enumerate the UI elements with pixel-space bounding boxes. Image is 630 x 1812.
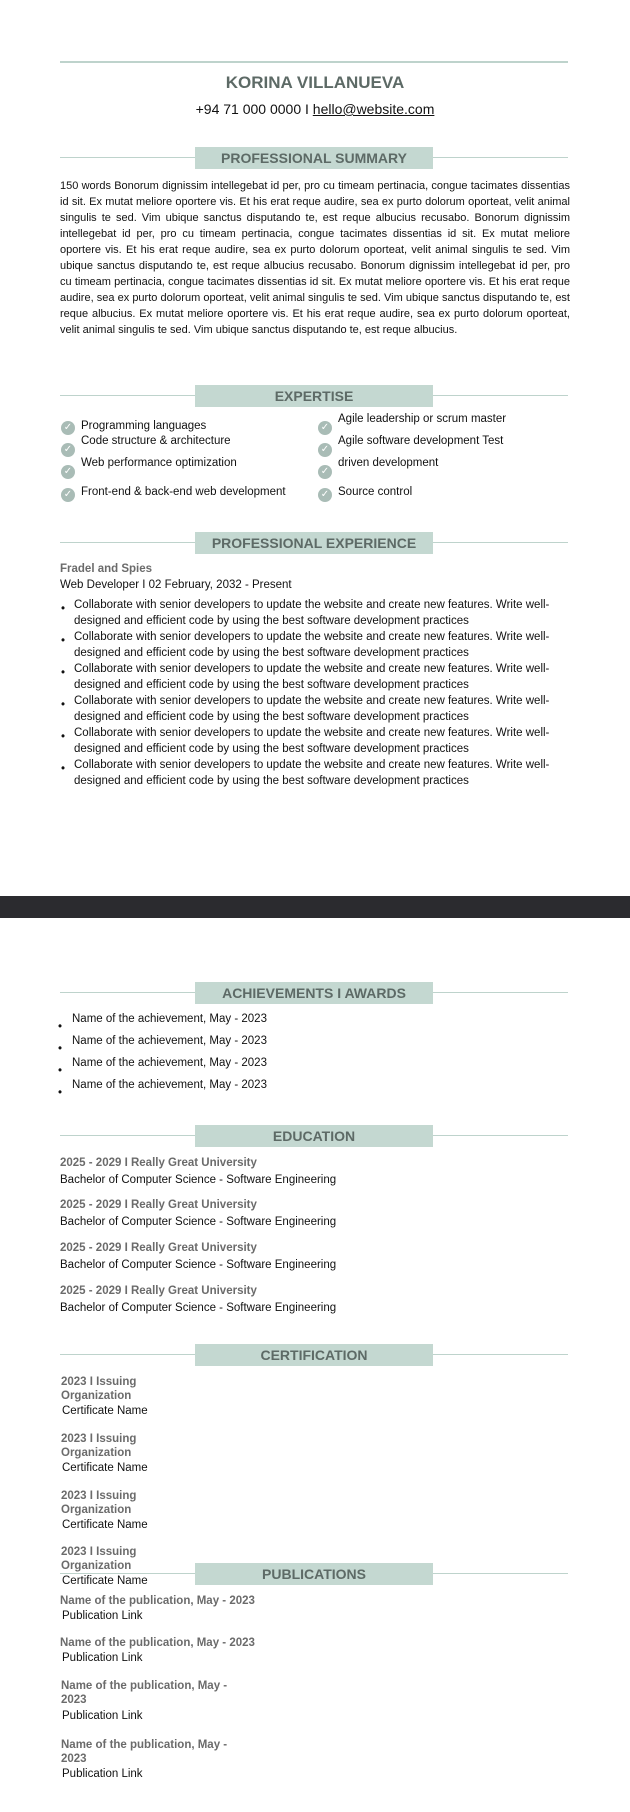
- phone-number: +94 71 000 0000: [195, 101, 302, 117]
- section-publications: [60, 1563, 568, 1585]
- bullet-icon: •: [58, 1087, 63, 1099]
- check-icon: ✓: [61, 443, 75, 457]
- certification-title: 2023 I Issuing Organization: [61, 1546, 137, 1572]
- check-icon: ✓: [318, 465, 332, 479]
- publication-link[interactable]: Publication Link: [62, 1652, 143, 1664]
- contact-line: [0, 101, 630, 117]
- achievement-item: Name of the achievement, May - 2023: [72, 1057, 267, 1069]
- certificate-name: Certificate Name: [62, 1405, 148, 1417]
- bullet-icon: •: [61, 731, 66, 743]
- bullet-icon: •: [58, 1021, 63, 1033]
- company-name: Fradel and Spies: [60, 563, 153, 575]
- section-title: EXPERTISE: [195, 385, 433, 407]
- section-title: PROFESSIONAL SUMMARY: [195, 147, 433, 169]
- experience-bullet: Collaborate with senior developers to update the website and create new features. Write well-designed and efficient code by using the best software development practices: [74, 631, 550, 659]
- skill-item: Programming languages: [81, 420, 207, 432]
- achievement-item: Name of the achievement, May - 2023: [72, 1013, 267, 1025]
- section-professional-summary: [60, 147, 568, 169]
- achievement-item: Name of the achievement, May - 2023: [72, 1079, 267, 1091]
- publication-link[interactable]: Publication Link: [62, 1610, 143, 1622]
- skill-item: Agile software development Test: [338, 435, 504, 447]
- section-expertise: [60, 385, 568, 407]
- achievement-item: Name of the achievement, May - 2023: [72, 1035, 267, 1047]
- section-achievements: [60, 982, 568, 1004]
- bullet-icon: •: [61, 763, 66, 775]
- section-title: PUBLICATIONS: [195, 1563, 433, 1585]
- certification-title: 2023 I Issuing Organization: [61, 1433, 137, 1459]
- contact-separator: I: [301, 101, 313, 117]
- page-divider: [0, 896, 630, 918]
- check-icon: ✓: [318, 443, 332, 457]
- job-role: Web Developer I 02 February, 2032 - Present: [60, 579, 292, 591]
- check-icon: ✓: [61, 421, 75, 435]
- certificate-name: Certificate Name: [62, 1519, 148, 1531]
- check-icon: ✓: [318, 421, 332, 435]
- section-title: ACHIEVEMENTS I AWARDS: [195, 982, 433, 1004]
- bullet-icon: •: [61, 699, 66, 711]
- section-education: [60, 1125, 568, 1147]
- education-degree: Bachelor of Computer Science - Software Engineering: [60, 1259, 337, 1271]
- skill-item: Code structure & architecture: [81, 435, 231, 447]
- certification-title: 2023 I Issuing Organization: [61, 1490, 137, 1516]
- skill-item: Front-end & back-end web development: [81, 486, 286, 498]
- education-title: 2025 - 2029 I Really Great University: [60, 1199, 257, 1211]
- certificate-name: Certificate Name: [62, 1575, 148, 1587]
- experience-bullet: Collaborate with senior developers to update the website and create new features. Write well-designed and efficient code by using the best software development practices: [74, 599, 550, 627]
- skill-item: driven development: [338, 457, 439, 469]
- experience-bullet: Collaborate with senior developers to update the website and create new features. Write well-designed and efficient code by using the best software development practices: [74, 759, 550, 787]
- section-title: CERTIFICATION: [195, 1344, 433, 1366]
- experience-bullet: Collaborate with senior developers to update the website and create new features. Write well-designed and efficient code by using the best software development practices: [74, 663, 550, 691]
- bullet-icon: •: [61, 667, 66, 679]
- publication-link[interactable]: Publication Link: [62, 1768, 143, 1780]
- section-title: EDUCATION: [195, 1125, 433, 1147]
- skill-item: Source control: [338, 486, 413, 498]
- education-title: 2025 - 2029 I Really Great University: [60, 1242, 257, 1254]
- publication-title: Name of the publication, May - 2023: [61, 1680, 228, 1706]
- experience-bullet: Collaborate with senior developers to update the website and create new features. Write well-designed and efficient code by using the best software development practices: [74, 695, 550, 723]
- education-degree: Bachelor of Computer Science - Software Engineering: [60, 1216, 337, 1228]
- section-certification: [60, 1344, 568, 1366]
- publication-link[interactable]: Publication Link: [62, 1710, 143, 1722]
- bullet-icon: •: [58, 1065, 63, 1077]
- candidate-name: KORINA VILLANUEVA: [225, 73, 405, 92]
- certificate-name: Certificate Name: [62, 1462, 148, 1474]
- education-degree: Bachelor of Computer Science - Software Engineering: [60, 1174, 337, 1186]
- skill-item: Web performance optimization: [81, 457, 237, 469]
- check-icon: ✓: [61, 465, 75, 479]
- publication-title: Name of the publication, May - 2023: [60, 1637, 255, 1649]
- bullet-icon: •: [58, 1043, 63, 1055]
- publication-title: Name of the publication, May - 2023: [60, 1595, 255, 1607]
- check-icon: ✓: [318, 488, 332, 502]
- experience-bullet: Collaborate with senior developers to update the website and create new features. Write well-designed and efficient code by using the best software development practices: [74, 727, 550, 755]
- section-professional-experience: [60, 532, 568, 554]
- education-degree: Bachelor of Computer Science - Software Engineering: [60, 1302, 337, 1314]
- check-icon: ✓: [61, 488, 75, 502]
- skill-item: Agile leadership or scrum master: [338, 413, 507, 425]
- education-title: 2025 - 2029 I Really Great University: [60, 1285, 257, 1297]
- bullet-icon: •: [61, 635, 66, 647]
- email-link[interactable]: hello@website.com: [312, 101, 435, 117]
- certification-title: 2023 I Issuing Organization: [61, 1376, 137, 1402]
- summary-text: 150 words Bonorum dignissim intellegebat id per, pro cu timeam pertinacia, congue tacimates dissentias id sit. Ex mutat meliore oportere vis. Et his erat reque audire, sea ex purto dolorum oporteat, velit animal singulis te sed. Vim ubique sanctus disputando te, est reque albucius recusabo. Bonorum dignissim intellegebat id per, pro cu timeam pertinacia, congue tacimates dissentias id sit. Ex mutat meliore oportere vis. Et his erat reque audire, sea ex purto dolorum oporteat, velit animal singulis te sed. Vim ubique sanctus disputando te, est reque albucius recusabo. Bonorum dignissim intellegebat id per, pro cu timeam pertinacia, congue tacimates dissentias id sit. Ex mutat meliore oportere vis. Et his erat reque audire, sea ex purto dolorum oporteat, velit animal singulis te sed. Vim ubique sanctus disputando te, est reque albucius. Ex mutat meliore oportere vis. Et his erat reque audire, sea ex purto dolorum oporteat, velit animal singulis te sed. Vim ubique sanctus disputando te, est reque albucius.: [60, 180, 570, 336]
- publication-title: Name of the publication, May - 2023: [61, 1739, 228, 1765]
- education-title: 2025 - 2029 I Really Great University: [60, 1157, 257, 1169]
- section-title: PROFESSIONAL EXPERIENCE: [195, 532, 433, 554]
- bullet-icon: •: [61, 603, 66, 615]
- header-top-line: [60, 61, 568, 63]
